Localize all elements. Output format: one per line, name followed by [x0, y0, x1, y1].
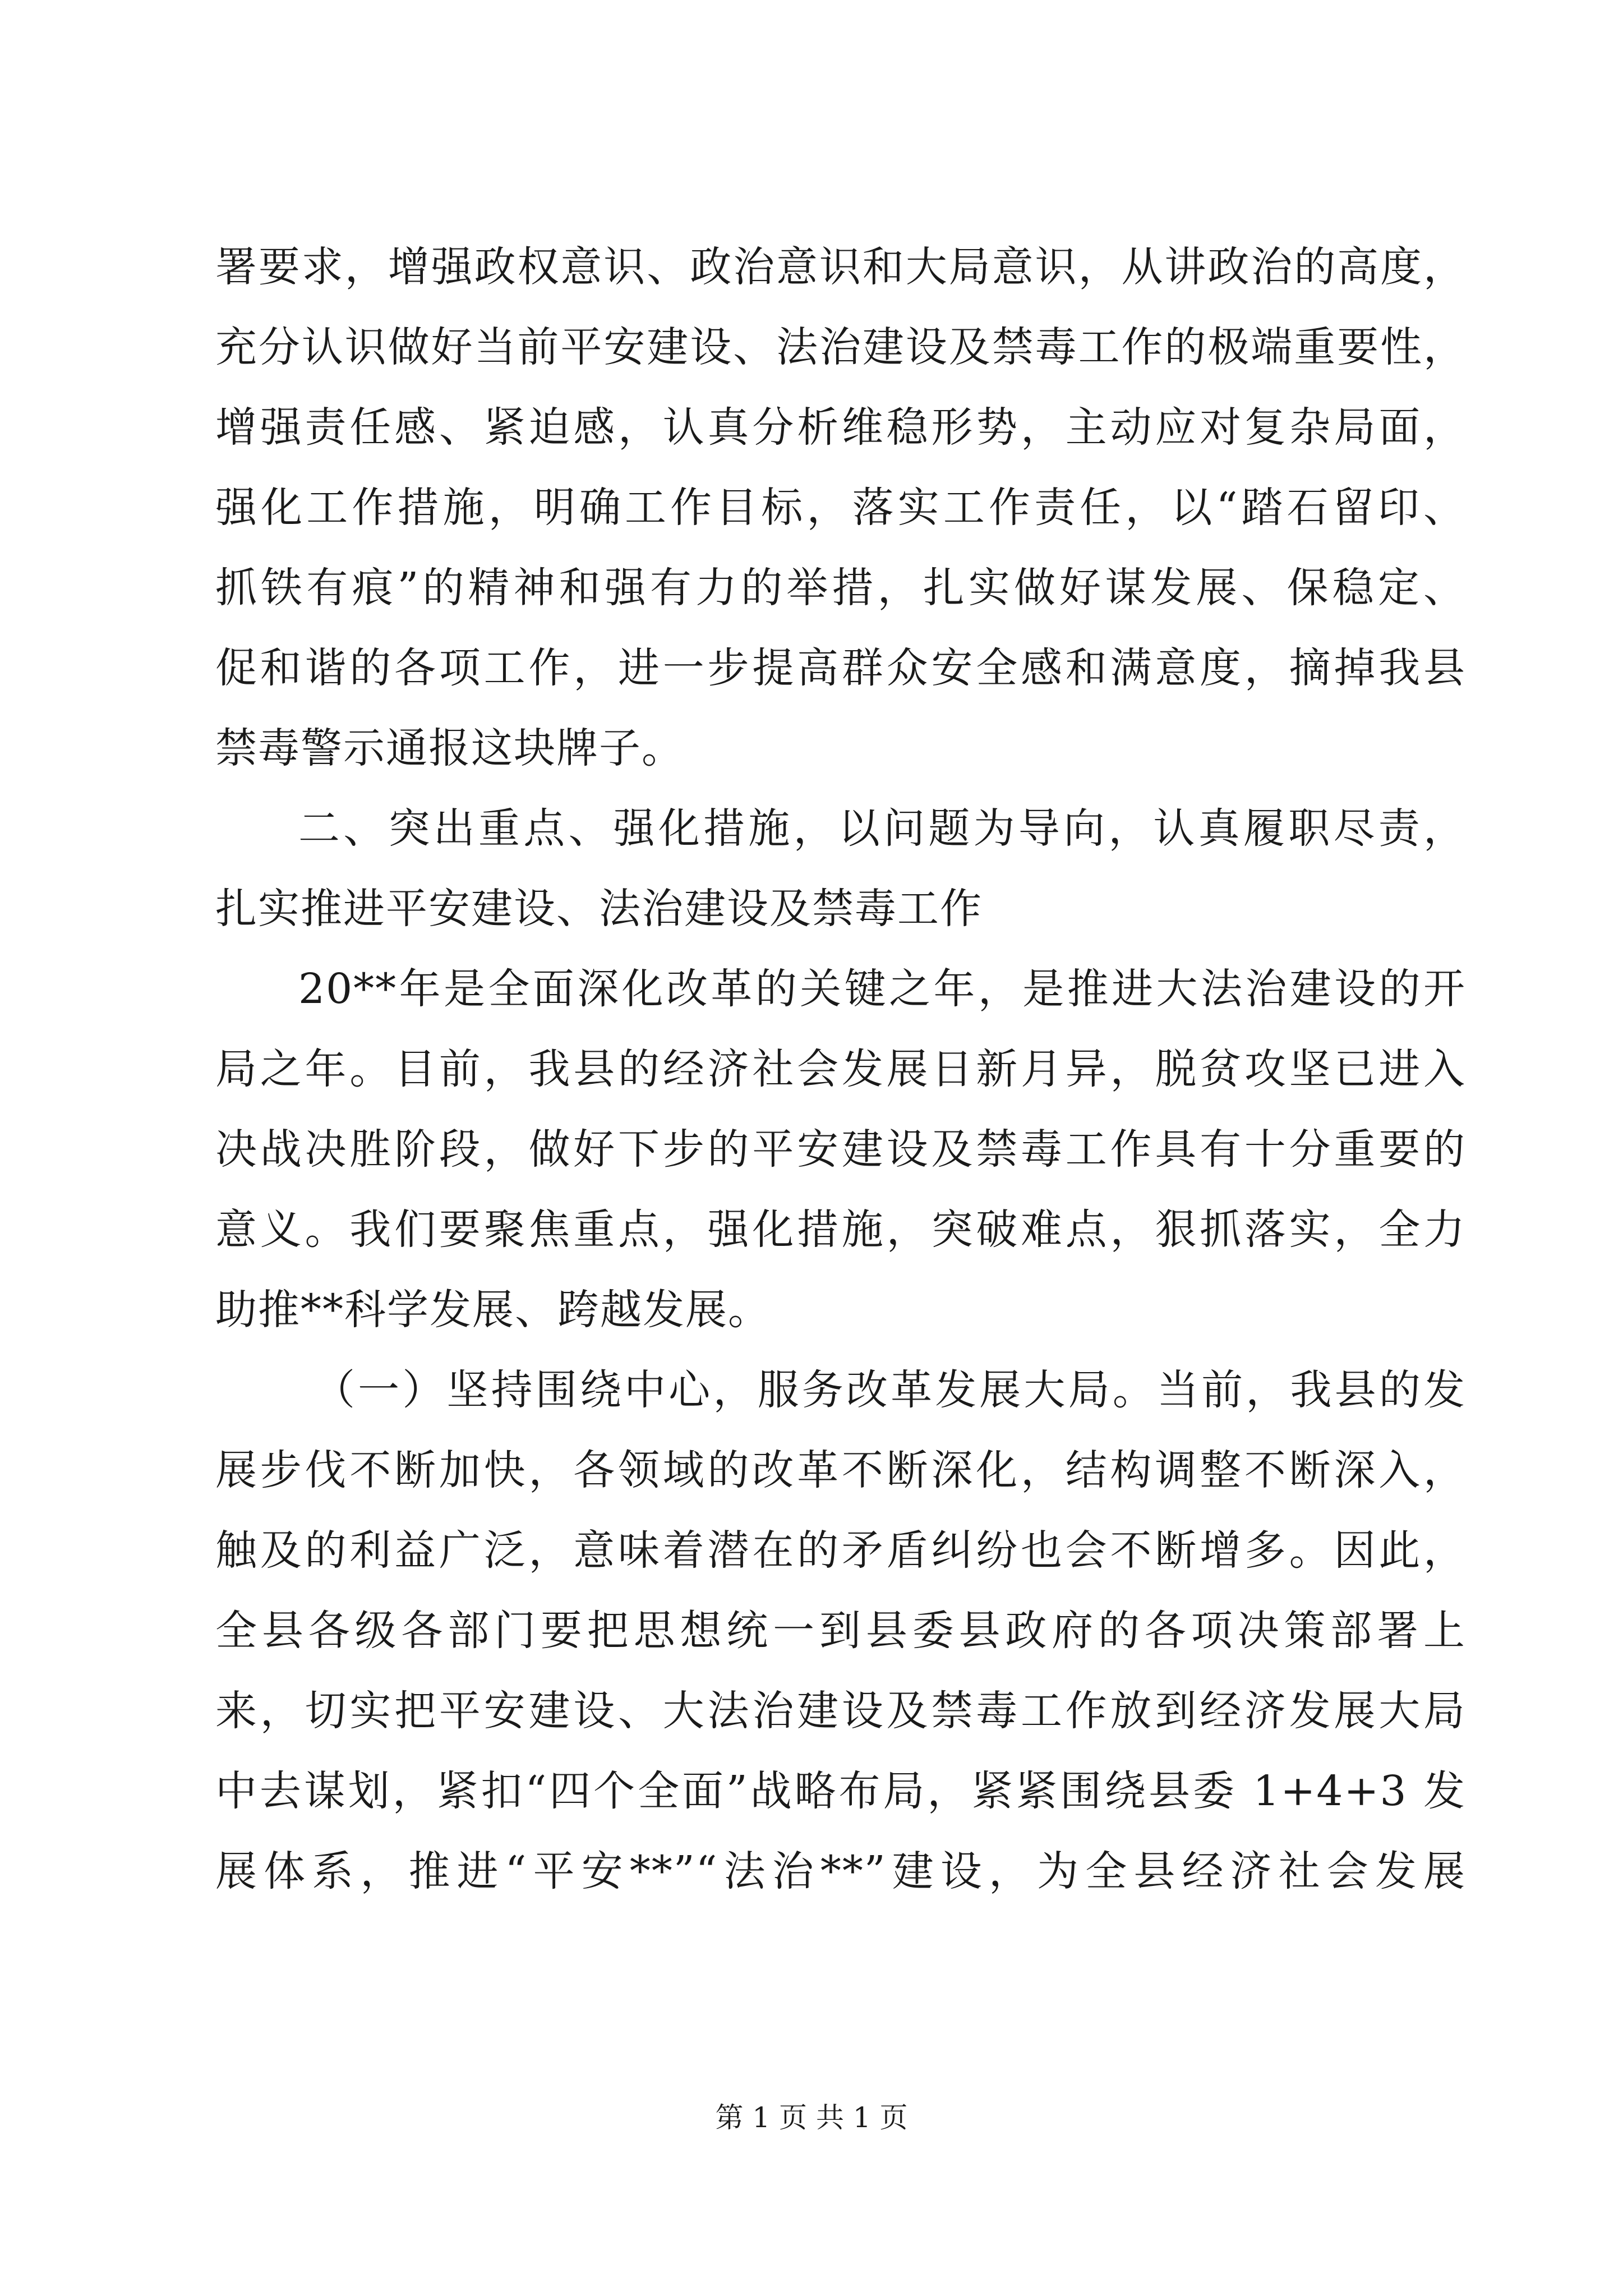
text-line: 20**年是全面深化改革的关键之年，是推进大法治建设的开 [298, 965, 1466, 1013]
body-text [215, 227, 1466, 1912]
text-line: 促和谐的各项工作，进一步提高群众安全感和满意度，摘掉我县 [215, 644, 1466, 692]
text-line: 局之年。目前，我县的经济社会发展日新月异，脱贫攻坚已进入 [215, 1045, 1466, 1093]
text-line: 增强责任感、紧迫感，认真分析维稳形势，主动应对复杂局面， [215, 403, 1466, 452]
section-heading-line: 扎实推进平安建设、法治建设及禁毒工作 [215, 885, 983, 933]
text-line: 助推**科学发展、跨越发展。 [215, 1286, 771, 1334]
text-line: 来，切实把平安建设、大法治建设及禁毒工作放到经济发展大局 [215, 1687, 1466, 1735]
text-line: 署要求，增强政权意识、政治意识和大局意识，从讲政治的高度， [215, 243, 1466, 291]
text-line: 禁毒警示通报这块牌子。 [215, 724, 684, 772]
subsection-line: （一）坚持围绕中心，服务改革发展大局。当前，我县的发 [313, 1366, 1466, 1414]
page-number-footer: 第 1 页 共 1 页 [715, 2101, 908, 2134]
text-line: 决战决胜阶段，做好下步的平安建设及禁毒工作具有十分重要的 [215, 1125, 1466, 1174]
section-heading-line: 二、突出重点、强化措施，以问题为导向，认真履职尽责， [298, 804, 1466, 853]
text-line: 意义。我们要聚焦重点，强化措施，突破难点，狠抓落实，全力 [215, 1205, 1466, 1254]
text-line: 全县各级各部门要把思想统一到县委县政府的各项决策部署上 [215, 1607, 1466, 1655]
text-line: 展步伐不断加快，各领域的改革不断深化，结构调整不断深入， [215, 1446, 1466, 1494]
text-line: 抓铁有痕”的精神和强有力的举措，扎实做好谋发展、保稳定、 [215, 564, 1466, 612]
text-line: 触及的利益广泛，意味着潜在的矛盾纠纷也会不断增多。因此， [215, 1526, 1466, 1575]
text-line: 中去谋划，紧扣“四个全面”战略布局，紧紧围绕县委 1+4+3 发 [215, 1767, 1466, 1815]
text-line: 强化工作措施，明确工作目标，落实工作责任，以“踏石留印、 [215, 484, 1466, 532]
text-line: 充分认识做好当前平安建设、法治建设及禁毒工作的极端重要性， [215, 323, 1466, 371]
text-line: 展体系，推进“平安**”“法治**”建设，为全县经济社会发展 [215, 1847, 1466, 1895]
